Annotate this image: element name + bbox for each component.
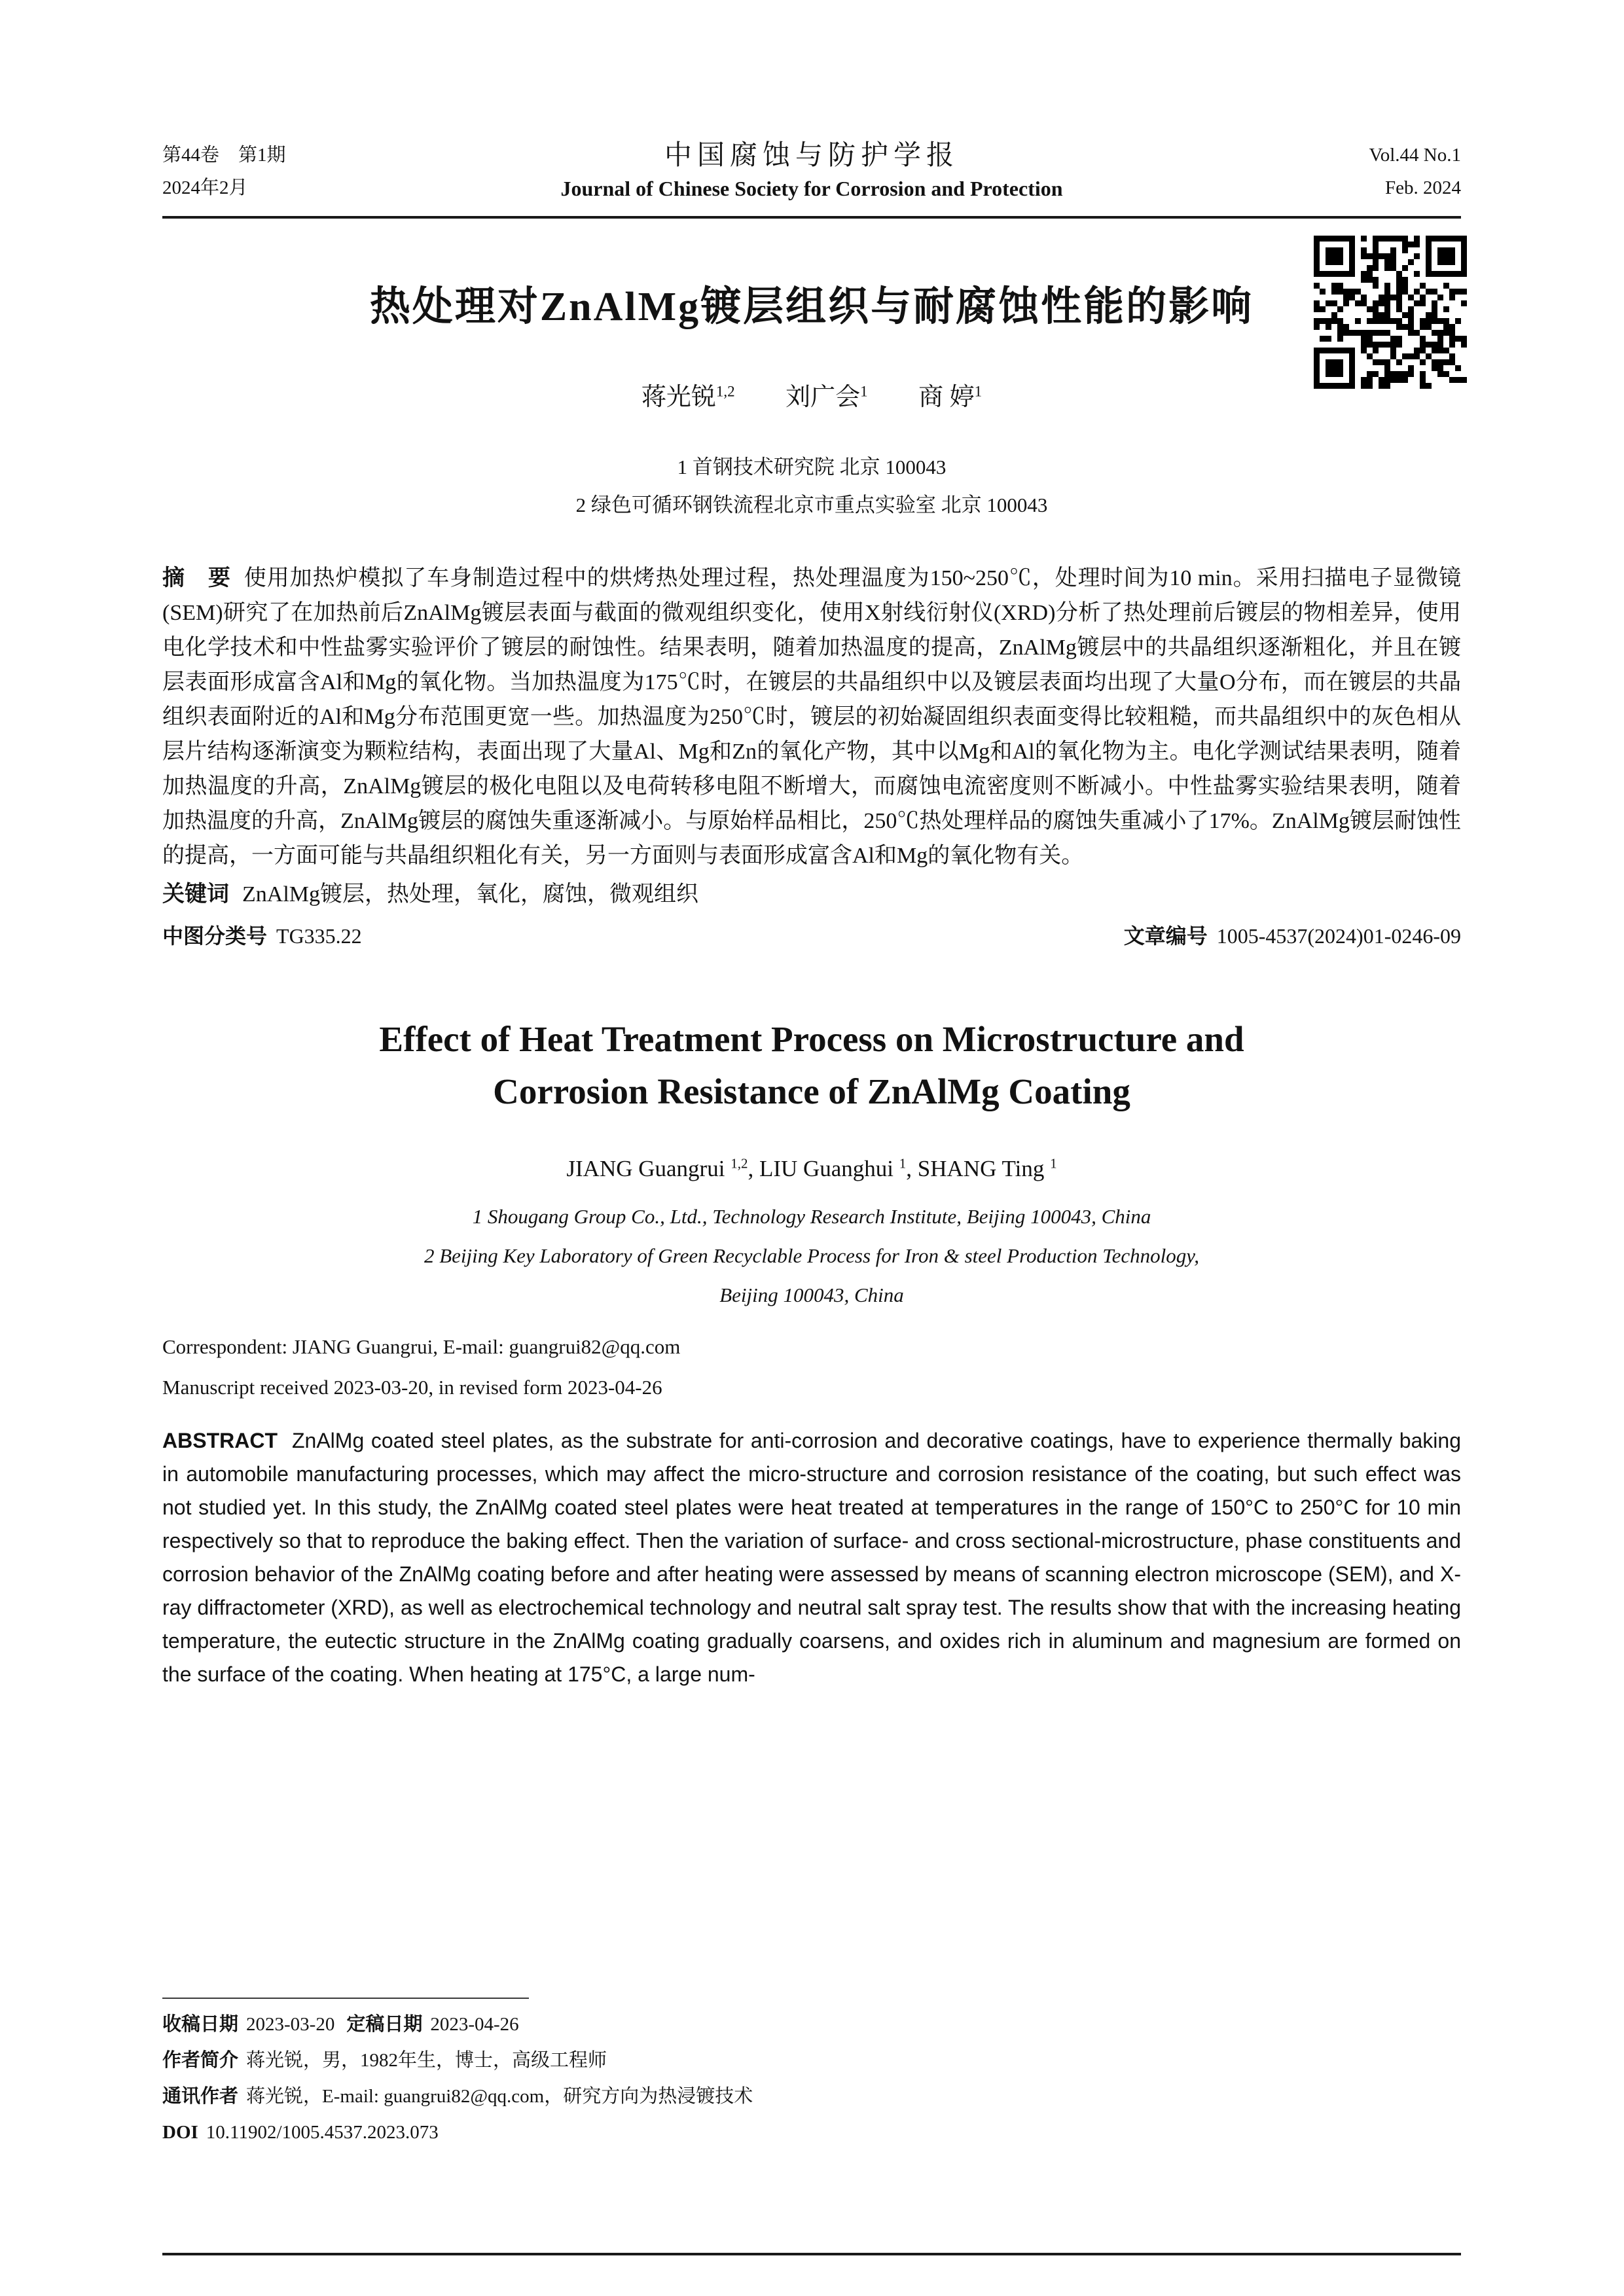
footnote-received: 收稿日期 2023-03-20 定稿日期 2023-04-26: [162, 2014, 519, 2035]
authors-en: [162, 1147, 1461, 1186]
affiliation-cn: 2 绿色可循环钢铁流程北京市重点实验室 北京 100043: [575, 493, 1048, 516]
article-id: [1124, 921, 1461, 951]
affiliation-cn: 1 首钢技术研究院 北京 100043: [677, 455, 947, 478]
clc-label: 中图分类号: [162, 924, 268, 948]
author-affil-sup: 1,2: [731, 1155, 748, 1172]
author-affil-sup: 1: [1050, 1155, 1057, 1172]
affiliations-en: [162, 1197, 1461, 1315]
header-volume-cn: 第44卷 第1期: [162, 145, 286, 166]
footnote-revised-label: 定稿日期: [346, 2014, 423, 2035]
abstract-cn: [162, 561, 1461, 873]
footnote-rule: [162, 1998, 529, 1999]
paper-title-en: [162, 1013, 1461, 1118]
journal-title-en: Journal of Chinese Society for Corrosion and Protection: [560, 177, 1063, 200]
keywords-text: ZnAlMg镀层，热处理，氧化，腐蚀，微观组织: [242, 882, 698, 906]
header-date-cn: 2024年2月: [162, 177, 248, 198]
header-rule: [162, 216, 1461, 219]
affiliation-en: 2 Beijing Key Laboratory of Green Recyclable Process for Iron & steel Production Technology,: [424, 1244, 1200, 1268]
paper-title-en-line1: Effect of Heat Treatment Process on Microstructure and: [379, 1018, 1244, 1059]
clc-number: [162, 921, 362, 951]
author-en: JIANG Guangrui $^{1,2}$,: [566, 1155, 759, 1182]
article-id-label: 文章编号: [1123, 924, 1208, 948]
footnote-doi: DOI 10.11902/1005.4537.2023.073: [162, 2122, 439, 2143]
affiliations-cn: [162, 448, 1461, 524]
footnote-corresponding: 通讯作者 蒋光锐，E-mail: guangrui82@qq.com，研究方向为热浸镀技术: [162, 2086, 753, 2107]
abstract-en-label: ABSTRACT: [162, 1429, 278, 1453]
author-cn: 蒋光锐$^{1,2}$: [641, 383, 735, 411]
author-cn: 商 婷$^1$: [918, 383, 983, 411]
footnotes: [162, 1998, 1461, 2151]
classification-row: [162, 921, 1461, 951]
abstract-en-text: ZnAlMg coated steel plates, as the substrate for anti-corrosion and decorative coatings, have to experience thermally baking in automobile manufacturing processes, which may affect the micro-structure and corrosion resistance of the coating, but such effect was not studied yet. In this study, the ZnAlMg coated steel plates were heat treated at temperatures in the range of 150°C to 250°C for 10 min respectively so that to reproduce the baking effect. Then the variation of surface- and cross sectional-microstructure, phase constituents and corrosion behavior of the ZnAlMg coating before and after heating were assessed by means of scanning electron microscope (SEM), and X-ray diffractometer (XRD), as well as electrochemical technology and neutral salt spray test. The results show that with the increasing heating temperature, the eutectic structure in the ZnAlMg coating gradually coarsens, and oxides rich in aluminum and magnesium are formed on the surface of the coating. When heating at 175°C, a large num-: [162, 1429, 1461, 1687]
header-volume-en: Vol.44 No.1: [1369, 145, 1461, 166]
correspondent-line: Correspondent: JIANG Guangrui, E-mail: guangrui82@qq.com: [162, 1335, 681, 1359]
author-affil-sup: 1: [860, 383, 868, 399]
footnote-bio: 作者简介 蒋光锐，男，1982年生，博士，高级工程师: [162, 2050, 607, 2071]
correspondence-meta: [162, 1327, 1461, 1408]
footnote-received-label: 收稿日期: [162, 2014, 239, 2035]
keywords-cn: [162, 877, 1461, 912]
header-left: [162, 139, 385, 204]
affiliation-en: 1 Shougang Group Co., Ltd., Technology Research Institute, Beijing 100043, China: [472, 1205, 1151, 1229]
manuscript-line: Manuscript received 2023-03-20, in revised form 2023-04-26: [162, 1376, 662, 1399]
author-affil-sup: 1: [974, 383, 983, 399]
footnote-corresponding-label: 通讯作者: [162, 2086, 239, 2107]
header-right: [1238, 139, 1461, 204]
author-en: LIU Guanghui $^1$,: [759, 1155, 918, 1182]
authors-cn: [162, 373, 1461, 416]
footnote-doi-label: DOI: [162, 2122, 198, 2143]
article-id-value: 1005-4537(2024)01-0246-09: [1216, 924, 1461, 948]
paper-title-cn: 热处理对ZnAlMg镀层组织与耐腐蚀性能的影响: [369, 285, 1254, 329]
author-affil-sup: 1,2: [715, 383, 735, 399]
abstract-en: [162, 1424, 1461, 1691]
author-en: SHANG Ting $^1$: [917, 1155, 1057, 1182]
author-cn: 刘广会$^1$: [785, 383, 868, 411]
paper-title-en-line2: Corrosion Resistance of ZnAlMg Coating: [493, 1071, 1130, 1111]
bottom-rule: [162, 2253, 1461, 2255]
header-date-en: Feb. 2024: [1385, 177, 1461, 198]
abstract-cn-label: 摘 要: [162, 565, 231, 590]
affiliation-en: Beijing 100043, China: [719, 1283, 904, 1307]
author-affil-sup: 1: [899, 1155, 907, 1172]
clc-value: TG335.22: [276, 924, 362, 948]
journal-title-cn: 中国腐蚀与防护学报: [664, 141, 959, 171]
abstract-cn-text: 使用加热炉模拟了车身制造过程中的烘烤热处理过程，热处理温度为150~250℃，处理时间为10 min。采用扫描电子显微镜(SEM)研究了在加热前后ZnAlMg镀层表面与截面的微观组织变化，使用X射线衍射仪(XRD)分析了热处理前后镀层的物相差异，使用电化学技术和中性盐雾实验评价了镀层的耐蚀性。结果表明，随着加热温度的提高，ZnAlMg镀层中的共晶组织逐渐粗化，并且在镀层表面形成富含Al和Mg的氧化物。当加热温度为175℃时，在镀层的共晶组织中以及镀层表面均出现了大量O分布，而在镀层的共晶组织表面附近的Al和Mg分布范围更宽一些。加热温度为250℃时，镀层的初始凝固组织表面变得比较粗糙，而共晶组织中的灰色相从层片结构逐渐演变为颗粒结构，表面出现了大量Al、Mg和Zn的氧化产物，其中以Mg和Al的氧化物为主。电化学测试结果表明，随着加热温度的升高，ZnAlMg镀层的极化电阻以及电荷转移电阻不断增大，而腐蚀电流密度则不断减小。中性盐雾实验结果表明，随着加热温度的升高，ZnAlMg镀层的腐蚀失重逐渐减小。与原始样品相比，250℃热处理样品的腐蚀失重减小了17%。ZnAlMg镀层耐蚀性的提高，一方面可能与共晶组织粗化有关，另一方面则与表面形成富含Al和Mg的氧化物有关。: [162, 565, 1461, 868]
keywords-label: 关键词: [162, 882, 229, 906]
footnote-bio-label: 作者简介: [162, 2050, 239, 2071]
header-center: [385, 139, 1238, 204]
journal-header: [162, 0, 1461, 204]
qr-code-icon: [1314, 236, 1467, 389]
